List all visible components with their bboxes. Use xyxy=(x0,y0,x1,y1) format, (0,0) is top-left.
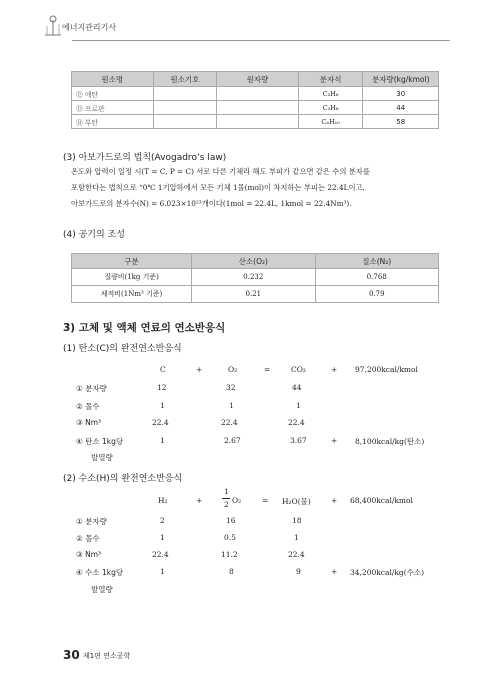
table-cell xyxy=(153,115,217,129)
table-cell: C₄H₁₀ xyxy=(298,115,363,129)
row-value: 18 xyxy=(292,516,302,525)
table-header-cell: 원자량 xyxy=(217,72,299,87)
eq-term: H₂O(물) xyxy=(282,497,311,506)
row-value: 12 xyxy=(157,383,167,392)
table-header-cell: 원소명 xyxy=(72,72,154,87)
avogadro-heading: (3) 아보가드로의 법칙(Avogadro’s law) xyxy=(63,153,227,163)
row-value: 2 xyxy=(160,516,165,525)
table-cell xyxy=(217,87,299,101)
page-number: 30 xyxy=(63,648,80,662)
table-header-cell: 분자량(kg/kmol) xyxy=(363,72,439,87)
fraction-denominator: 2 xyxy=(224,500,229,509)
table-row xyxy=(72,115,439,129)
row-label: ② 몰수 xyxy=(76,534,100,543)
table-cell: C₂H₆ xyxy=(298,87,363,101)
header-rule xyxy=(72,40,450,41)
table-header-row xyxy=(72,72,439,87)
row-value: 11.2 xyxy=(221,550,238,559)
avogadro-line-3: 아보가드로의 분자수(N) = 6.023×10²³개이다(1mol = 22.4L, 1kmol = 22.4Nm³). xyxy=(71,199,352,208)
table-row xyxy=(72,101,439,115)
carbon-heading: (1) 탄소(C)의 완전연소반응식 xyxy=(63,344,182,354)
air-heading: (4) 공기의 조성 xyxy=(63,230,125,240)
eq-operator: + xyxy=(331,567,338,576)
table-cell: ⑬ 프로판 xyxy=(72,101,154,115)
row-value: 1 xyxy=(160,401,165,410)
table-header-cell: 산소(O₂) xyxy=(192,254,315,269)
header-title: 에너지관리기사 xyxy=(62,23,117,32)
table-cell xyxy=(153,101,217,115)
table-row xyxy=(72,269,439,286)
row-value: 44 xyxy=(292,383,302,392)
table-cell xyxy=(217,101,299,115)
row-label: ③ Nm³ xyxy=(76,418,102,427)
eq-term: C xyxy=(160,365,166,374)
eq-operator: + xyxy=(196,496,203,505)
eq-operator: + xyxy=(196,365,203,374)
row-value: 22.4 xyxy=(288,418,305,427)
table-cell: ⑫ 에탄 xyxy=(72,87,154,101)
table-header-cell: 질소(N₂) xyxy=(315,254,438,269)
row-value: 22.4 xyxy=(152,418,169,427)
eq-operator: + xyxy=(331,496,338,505)
avogadro-line-1: 온도와 압력이 일정 시(T = C, P = C) 서로 다른 기체라 해도 부피가 같으면 같은 수의 분자를 xyxy=(71,167,370,176)
row-label: ① 분자량 xyxy=(76,384,107,393)
hydrogen-heading: (2) 수소(H)의 완전연소반응식 xyxy=(63,474,183,484)
row-value: 9 xyxy=(296,567,301,576)
row-value: 1 xyxy=(160,436,165,445)
table-row xyxy=(72,87,439,101)
row-label: 발열량 xyxy=(91,453,113,462)
table-cell: 58 xyxy=(363,115,439,129)
row-value: 1 xyxy=(160,567,165,576)
table-cell: 0.768 xyxy=(315,269,438,286)
row-value: 8,100kcal/kg(탄소) xyxy=(355,437,425,446)
eq-term: 97,200kcal/kmol xyxy=(355,365,418,374)
row-value: 22.4 xyxy=(152,550,169,559)
row-value: 32 xyxy=(226,383,236,392)
row-label: ① 분자량 xyxy=(76,517,107,526)
eq-operator: + xyxy=(331,365,338,374)
row-value: 22.4 xyxy=(221,418,238,427)
eq-operator: = xyxy=(264,365,271,374)
table-header-row xyxy=(72,254,439,269)
table-cell: 체적비(1Nm³ 기준) xyxy=(72,286,192,303)
row-value: 0.5 xyxy=(224,533,236,542)
table-cell: 0.232 xyxy=(192,269,315,286)
eq-operator: + xyxy=(331,436,338,445)
row-value: 16 xyxy=(226,516,236,525)
row-value: 1 xyxy=(294,533,299,542)
eq-term: H₂ xyxy=(158,496,168,505)
row-label: ④ 탄소 1kg당 xyxy=(76,437,124,446)
row-value: 3.67 xyxy=(290,436,307,445)
row-value: 22.4 xyxy=(288,550,305,559)
eq-term: 68,400kcal/kmol xyxy=(350,496,413,505)
eq-term: O₂ xyxy=(228,365,238,374)
table-cell: 질량비(1kg 기준) xyxy=(72,269,192,286)
table-cell: 0.79 xyxy=(315,286,438,303)
molecule-table xyxy=(71,71,439,129)
table-header-cell: 분자식 xyxy=(298,72,363,87)
air-table xyxy=(71,253,439,303)
row-value: 1 xyxy=(229,401,234,410)
table-header-cell: 구분 xyxy=(72,254,192,269)
table-header-cell: 원소기호 xyxy=(153,72,217,87)
footer-chapter: 제1편 연소공학 xyxy=(83,652,131,660)
logo-icon xyxy=(44,14,62,40)
table-cell: 44 xyxy=(363,101,439,115)
table-cell xyxy=(217,115,299,129)
table-cell: 0.21 xyxy=(192,286,315,303)
table-cell: ⑭ 부탄 xyxy=(72,115,154,129)
fraction-bar xyxy=(222,498,230,499)
row-value: 1 xyxy=(160,533,165,542)
section-heading: 3) 고체 및 액체 연료의 연소반응식 xyxy=(63,322,226,334)
eq-term: CO₂ xyxy=(291,365,306,374)
table-cell: C₃H₈ xyxy=(298,101,363,115)
fraction-numerator: 1 xyxy=(224,487,229,496)
row-value: 1 xyxy=(296,401,301,410)
row-value: 8 xyxy=(229,567,234,576)
row-value: 2.67 xyxy=(224,436,241,445)
table-row xyxy=(72,286,439,303)
table-cell xyxy=(153,87,217,101)
eq-term: O₂ xyxy=(232,496,242,505)
row-label: ④ 수소 1kg당 xyxy=(76,568,124,577)
avogadro-line-2: 포함한다는 법칙으로 “0℃ 1기압하에서 모든 기체 1몰(mol)이 차지하는 부피는 22.4L이고, xyxy=(71,183,365,192)
row-label: 발열량 xyxy=(91,585,113,594)
row-label: ② 몰수 xyxy=(76,402,100,411)
row-value: 34,200kcal/kg(수소) xyxy=(350,568,425,577)
eq-operator: = xyxy=(262,496,269,505)
table-cell: 30 xyxy=(363,87,439,101)
row-label: ③ Nm³ xyxy=(76,550,102,559)
